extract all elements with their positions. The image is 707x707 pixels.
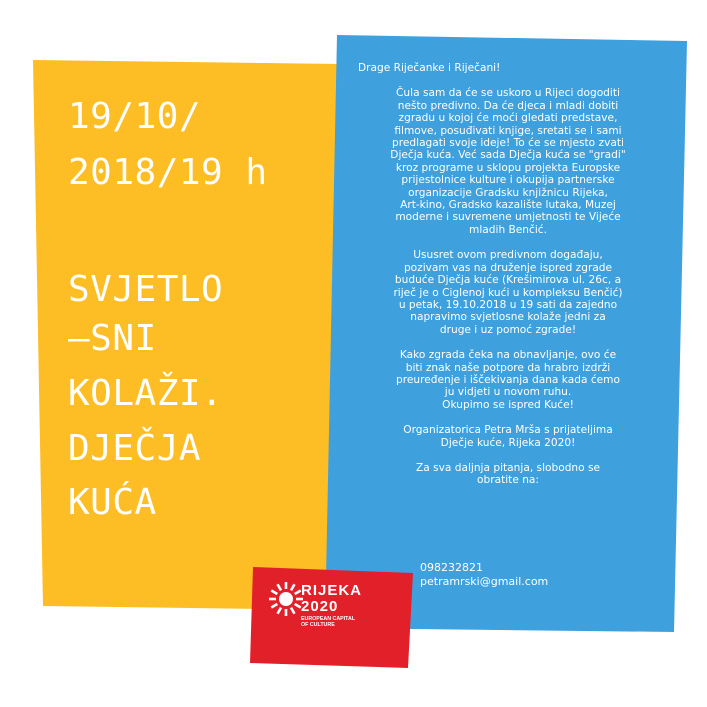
logo-subtitle-line-1: EUROPEAN CAPITAL	[301, 616, 356, 622]
letter-line: napravimo svjetlosne kolaže jedni za	[410, 311, 606, 324]
letter-line: u petak, 19.10.2018 u 19 sati da zajedno	[398, 298, 618, 311]
letter-paragraph-3	[358, 349, 658, 411]
letter-greeting: Drage Riječanke i Riječani!	[358, 62, 501, 74]
letter-signature	[358, 424, 658, 449]
letter-line: filmove, posuđivati knjige, sretati se i sami	[394, 124, 622, 137]
date-line-1: 19/10/	[68, 96, 202, 137]
letter-line: Okupimo se ispred Kuće!	[442, 398, 574, 411]
letter-line: organizacije Gradsku knjižnicu Rijeka,	[408, 186, 608, 199]
letter-line: Dječje kuće, Rijeka 2020!	[440, 436, 576, 449]
title-line-2: —SNI	[68, 318, 157, 359]
contact-info	[420, 561, 548, 589]
letter-line: moderne i suvremene umjetnosti te Vijeće	[395, 211, 621, 224]
letter-line: predlagati svoje ideje! To će se mjesto zvati	[392, 137, 624, 150]
logo-subtitle-line-2: OF CULTURE	[301, 622, 335, 628]
letter-contact-intro	[358, 462, 658, 487]
letter-line: Organizatorica Petra Mrša s prijateljima	[403, 424, 613, 437]
contact-phone: 098232821	[420, 561, 483, 574]
letter-line: riječ je o Ciglenoj kući u kompleksu Benčić)	[393, 286, 623, 299]
title-line-5: KUĆA	[68, 482, 157, 523]
letter-line: ju vidjeti u novom ruhu.	[444, 386, 572, 399]
title-line-4: DJEČJA	[68, 428, 202, 469]
letter-line: druge i uz pomoć zgrade!	[439, 323, 577, 336]
letter-line: obratite na:	[477, 474, 539, 487]
letter-line: nešto predivno. Da će djeca i mladi dobiti	[397, 99, 619, 112]
letter-line: Ususret ovom predivnom događaju,	[413, 249, 603, 262]
logo-year: 2020	[301, 598, 339, 615]
letter-line: biti znak naše potpore da hrabro izdrži	[405, 361, 611, 374]
letter-line: preuređenje i iščekivanja dana kada ćemo	[396, 373, 620, 386]
letter-paragraph-1	[358, 87, 658, 236]
letter-line: mladih Benčić.	[469, 223, 547, 236]
letter-line: buduće Dječja kuće (Krešimirova ul. 26c, a	[394, 274, 622, 287]
letter-line: Kako zgrada čeka na obnavljanje, ovo će	[399, 349, 617, 362]
date-line-2: 2018/19 h	[68, 152, 268, 193]
letter-line: kroz programe u sklopu projekta Europske	[395, 161, 621, 174]
title-line-1: SVJETLO	[68, 269, 224, 310]
letter-line: prijestolnice kulture i okupija partnerske	[401, 174, 615, 187]
letter-line: Čula sam da će se uskoro u Rijeci dogoditi	[396, 87, 620, 100]
logo-name: RIJEKA	[301, 582, 363, 599]
invitation-letter	[358, 62, 658, 500]
letter-line: Art-kino, Gradsko kazalište lutaka, Muzej	[400, 199, 616, 212]
contact-email: petramrski@gmail.com	[420, 575, 549, 588]
title-line-3: KOLAŽI.	[68, 373, 224, 414]
letter-line: Za sva daljnja pitanja, slobodno se	[415, 461, 601, 474]
letter-line: zgradu u kojoj će moći gledati predstave,	[398, 112, 618, 125]
letter-line: pozivam vas na druženje ispred zgrade	[403, 261, 613, 274]
letter-line: Dječja kuća. Već sada Dječja kuća se "gradi"	[390, 149, 626, 162]
letter-paragraph-2	[358, 249, 658, 336]
